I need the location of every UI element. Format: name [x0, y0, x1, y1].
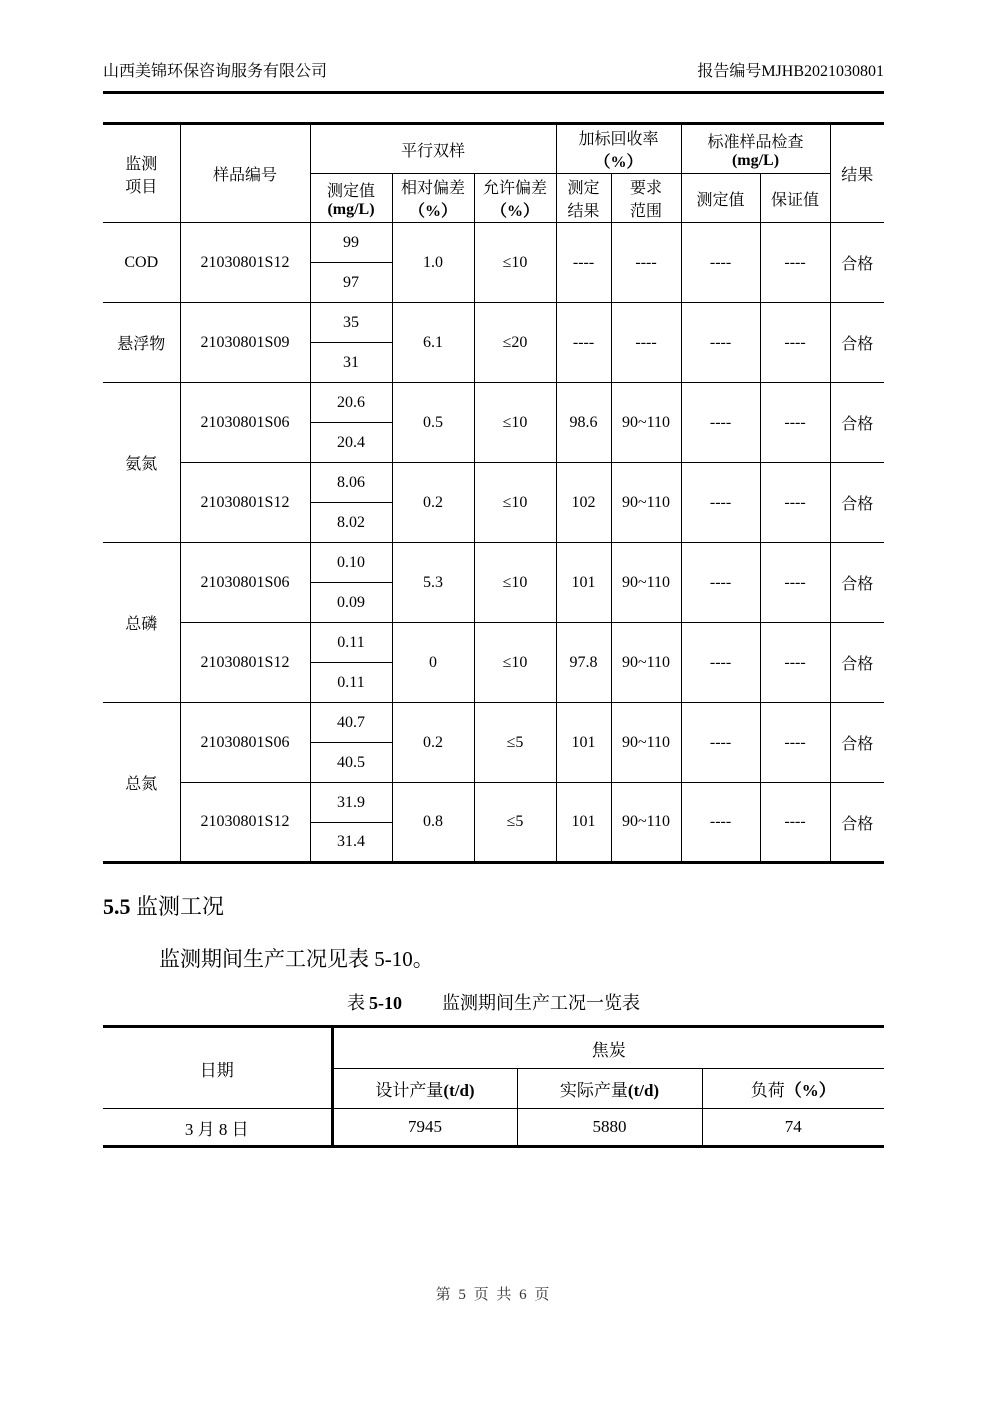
cell-spike-range: 90~110 — [611, 703, 681, 783]
cell-sample-id: 21030801S12 — [180, 623, 310, 703]
prod-header-load: 负荷（%） — [702, 1069, 884, 1109]
cell-item: 总氮 — [103, 703, 180, 863]
prod-header-actual-output: 实际产量(t/d) — [517, 1069, 702, 1109]
cell-std-measured: ---- — [681, 703, 760, 783]
table-caption — [103, 989, 884, 1015]
section-title: 监测工况 — [136, 894, 225, 919]
cell-std-measured: ---- — [681, 623, 760, 703]
cell-measured-value: 8.02 — [310, 503, 392, 543]
cell-item: 氨氮 — [103, 383, 180, 543]
cell-result: 合格 — [830, 703, 884, 783]
prod-cell-date: 3 月 8 日 — [103, 1109, 332, 1147]
cell-spike-range: ---- — [611, 223, 681, 303]
cell-spike-result: 101 — [556, 783, 611, 863]
cell-relative-deviation: 0 — [392, 623, 474, 703]
header-spike-result: 测定结果 — [556, 174, 611, 223]
section-number: 5.5 — [103, 894, 131, 919]
prod-header-date: 日期 — [103, 1027, 332, 1109]
cell-allowed-deviation: ≤5 — [474, 703, 556, 783]
header-std-unit: (mg/L) — [731, 151, 780, 169]
cell-allowed-deviation: ≤10 — [474, 623, 556, 703]
cell-std-measured: ---- — [681, 383, 760, 463]
page-content — [103, 0, 884, 1304]
cell-allowed-deviation: ≤5 — [474, 783, 556, 863]
header-std-text: 标准样品检查 — [707, 133, 804, 151]
cell-sample-id: 21030801S06 — [180, 703, 310, 783]
cell-sample-id: 21030801S09 — [180, 303, 310, 383]
cell-std-certified: ---- — [760, 223, 830, 303]
cell-spike-range: 90~110 — [611, 543, 681, 623]
header-spike-range: 要求范围 — [611, 174, 681, 223]
header-spike-unit: （%） — [594, 154, 643, 171]
report-number: 报告编号MJHB2021030801 — [697, 63, 884, 80]
prod-header-product: 焦炭 — [332, 1027, 884, 1069]
cell-spike-result: 101 — [556, 543, 611, 623]
header-result: 结果 — [830, 124, 884, 223]
cell-std-certified: ---- — [760, 383, 830, 463]
cell-relative-deviation: 6.1 — [392, 303, 474, 383]
cell-std-certified: ---- — [760, 783, 830, 863]
header-parallel-samples: 平行双样 — [310, 124, 556, 174]
header-measured-value: 测定值(mg/L) — [310, 174, 392, 223]
prod-cell-actual: 5880 — [517, 1109, 702, 1147]
caption-label: 表 — [347, 993, 365, 1013]
header-relative-deviation: 相对偏差（%） — [392, 174, 474, 223]
header-spike-recovery — [556, 124, 681, 174]
cell-allowed-deviation: ≤10 — [474, 383, 556, 463]
cell-result: 合格 — [830, 463, 884, 543]
cell-result: 合格 — [830, 543, 884, 623]
header-standard-sample — [681, 124, 830, 174]
cell-measured-value: 0.09 — [310, 583, 392, 623]
cell-result: 合格 — [830, 223, 884, 303]
cell-std-certified: ---- — [760, 623, 830, 703]
cell-measured-value: 20.4 — [310, 423, 392, 463]
qc-table — [103, 122, 884, 864]
cell-relative-deviation: 5.3 — [392, 543, 474, 623]
cell-std-measured: ---- — [681, 543, 760, 623]
cell-measured-value: 0.11 — [310, 623, 392, 663]
cell-sample-id: 21030801S12 — [180, 223, 310, 303]
cell-measured-value: 31.4 — [310, 823, 392, 863]
cell-allowed-deviation: ≤10 — [474, 543, 556, 623]
cell-std-measured: ---- — [681, 303, 760, 383]
cell-result: 合格 — [830, 783, 884, 863]
cell-std-certified: ---- — [760, 703, 830, 783]
cell-std-certified: ---- — [760, 303, 830, 383]
production-table — [103, 1025, 884, 1148]
cell-spike-result: 98.6 — [556, 383, 611, 463]
cell-spike-range: 90~110 — [611, 623, 681, 703]
cell-relative-deviation: 0.2 — [392, 463, 474, 543]
company-name: 山西美锦环保咨询服务有限公司 — [103, 63, 328, 80]
cell-spike-result: 97.8 — [556, 623, 611, 703]
header-sample-id: 样品编号 — [180, 124, 310, 223]
cell-relative-deviation: 0.5 — [392, 383, 474, 463]
cell-measured-value: 40.5 — [310, 743, 392, 783]
cell-measured-value: 0.10 — [310, 543, 392, 583]
page-number: 第 5 页 共 6 页 — [435, 1287, 552, 1303]
cell-std-measured: ---- — [681, 223, 760, 303]
cell-measured-value: 97 — [310, 263, 392, 303]
header-allowed-deviation: 允许偏差（%） — [474, 174, 556, 223]
cell-std-measured: ---- — [681, 783, 760, 863]
cell-relative-deviation: 1.0 — [392, 223, 474, 303]
cell-item: 悬浮物 — [103, 303, 180, 383]
caption-title: 监测期间生产工况一览表 — [442, 993, 640, 1013]
cell-measured-value: 35 — [310, 303, 392, 343]
cell-measured-value: 99 — [310, 223, 392, 263]
page-header — [103, 0, 884, 94]
cell-relative-deviation: 0.2 — [392, 703, 474, 783]
cell-measured-value: 31.9 — [310, 783, 392, 823]
prod-cell-design: 7945 — [332, 1109, 517, 1147]
cell-spike-range: ---- — [611, 303, 681, 383]
section-paragraph: 监测期间生产工况见表 5-10。 — [159, 947, 434, 971]
prod-header-design-capacity: 设计产量(t/d) — [332, 1069, 517, 1109]
cell-measured-value: 40.7 — [310, 703, 392, 743]
cell-result: 合格 — [830, 303, 884, 383]
cell-allowed-deviation: ≤20 — [474, 303, 556, 383]
cell-item: 总磷 — [103, 543, 180, 703]
cell-measured-value: 8.06 — [310, 463, 392, 503]
cell-item: COD — [103, 223, 180, 303]
cell-measured-value: 20.6 — [310, 383, 392, 423]
cell-sample-id: 21030801S12 — [180, 463, 310, 543]
prod-cell-load: 74 — [702, 1109, 884, 1147]
cell-spike-range: 90~110 — [611, 383, 681, 463]
cell-spike-range: 90~110 — [611, 463, 681, 543]
cell-allowed-deviation: ≤10 — [474, 463, 556, 543]
cell-sample-id: 21030801S06 — [180, 543, 310, 623]
section-heading — [103, 890, 884, 921]
cell-std-certified: ---- — [760, 543, 830, 623]
cell-spike-result: ---- — [556, 223, 611, 303]
cell-measured-value: 0.11 — [310, 663, 392, 703]
cell-spike-result: 101 — [556, 703, 611, 783]
cell-spike-range: 90~110 — [611, 783, 681, 863]
cell-allowed-deviation: ≤10 — [474, 223, 556, 303]
cell-result: 合格 — [830, 383, 884, 463]
caption-number: 5-10 — [369, 993, 402, 1013]
header-std-certified: 保证值 — [760, 174, 830, 223]
cell-std-certified: ---- — [760, 463, 830, 543]
cell-relative-deviation: 0.8 — [392, 783, 474, 863]
cell-spike-result: 102 — [556, 463, 611, 543]
cell-result: 合格 — [830, 623, 884, 703]
cell-sample-id: 21030801S06 — [180, 383, 310, 463]
cell-std-measured: ---- — [681, 463, 760, 543]
header-std-measured: 测定值 — [681, 174, 760, 223]
cell-sample-id: 21030801S12 — [180, 783, 310, 863]
header-spike-text: 加标回收率 — [578, 131, 659, 148]
cell-measured-value: 31 — [310, 343, 392, 383]
header-item: 监测项目 — [103, 124, 180, 223]
cell-spike-result: ---- — [556, 303, 611, 383]
